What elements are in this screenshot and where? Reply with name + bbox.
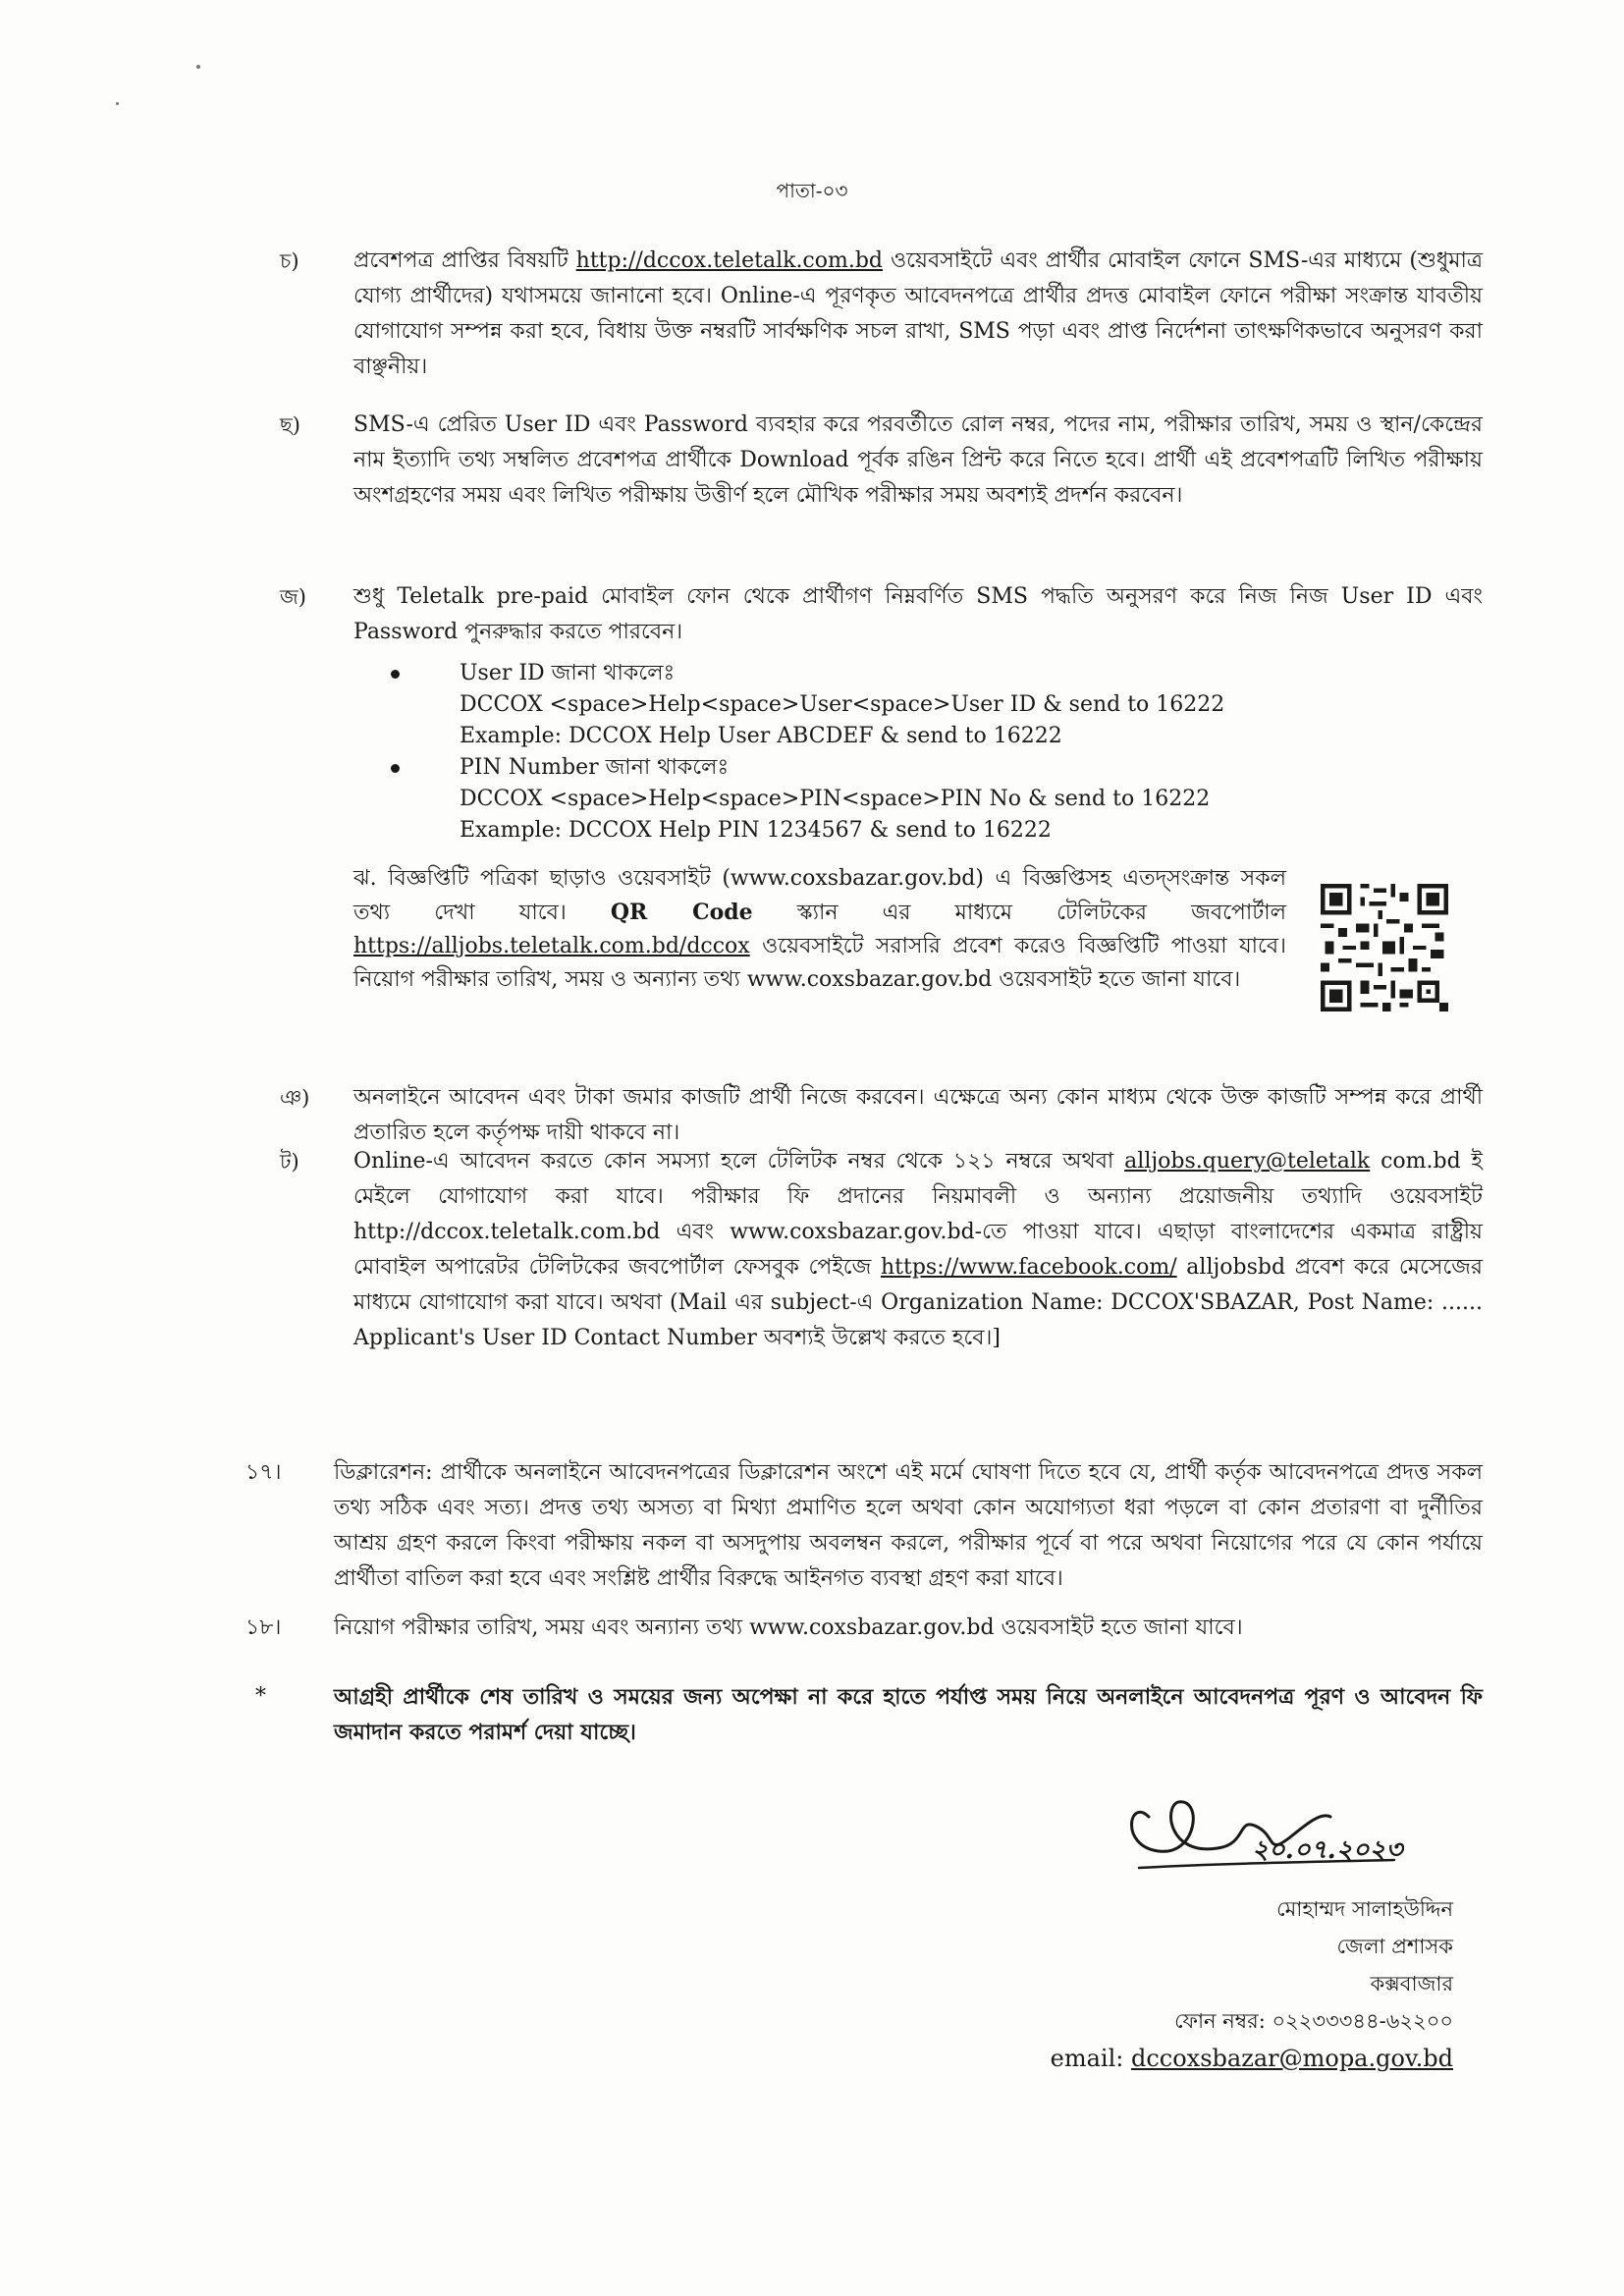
alljobs-link[interactable]: https://alljobs.teletalk.com.bd/dccox [353,934,750,958]
email-label: email: [1050,2045,1131,2072]
scan-speck [196,65,200,69]
bullet-dot-icon [391,670,400,679]
signatory-email-line [982,2040,1453,2077]
section-text: নিয়োগ পরীক্ষার তারিখ, সময় এবং অন্যান্য তথ্য www.coxsbazar.gov.bd ওয়েবসাইট হতে জানা যাবে। [334,1615,1243,1640]
link[interactable]: https://www.facebook.com/ [880,1255,1177,1280]
bullet-head: PIN Number জানা থাকলেঃ [460,755,730,780]
notice-prefix: ঝ. বিজ্ঞপ্তিটি পত্রিকা ছাড়াও ওয়েবসাইট (www.coxsbazar.gov.bd) এ বিজ্ঞপ্তিসহ এতদ্‌সংক্রান্ত সকল তথ্য দেখা যাবে। [353,866,1286,925]
text-run: অনলাইনে আবেদন এবং টাকা জমার কাজটি প্রার্থী নিজে করবেন। এক্ষেত্রে অন্য কোন মাধ্যম থেকে উক্ত কাজটি সম্পন্ন করে প্রার্থী প্রতারিত হলে কর্তৃপক্ষ দায়ী থাকবে না। [353,1085,1483,1145]
sms-bullets [353,658,1483,847]
note-star: * [255,1684,266,1709]
page-number: পাতা-০৩ [776,179,848,202]
text-run: alljobsbd প্রবেশ করে মেসেজের মাধ্যমে যোগাযোগ করা যাবে। অথবা (Mail এর subject-এ Organization Name: DCCOX'SBAZAR, Post Name: ...... Applicant's User ID Contact Number অবশ্যই উল্লেখ করতে হবে।] [353,1255,1483,1350]
signatory-designation: জেলা প্রশাসক [1336,1935,1453,1958]
notice-block [353,862,1286,997]
section-number: ১৭। [245,1460,282,1485]
item-text [353,244,1483,385]
text-run: SMS-এ প্রেরিত User ID এবং Password ব্যবহার করে পরবর্তীতে রোল নম্বর, পদের নাম, পরীক্ষার তারিখ, সময় ও স্থান/কেন্দ্রের নাম ইত্যাদি তথ্য সম্বলিত প্রবেশপত্র প্রার্থীকে Download পূর্বক রঙিন প্রিন্ট করে নিতে হবে। প্রার্থী এই প্রবেশপত্রটি লিখিত পরীক্ষায় অংশগ্রহণের সময় এবং লিখিত পরীক্ষায় উত্তীর্ণ হলে মৌখিক পরীক্ষার সময় অবশ্যই প্রদর্শন করবেন। [353,412,1483,508]
item-marker: ছ) [280,413,300,437]
email-link[interactable]: dccoxsbazar@mopa.gov.bd [1130,2045,1453,2072]
text-run: শুধু Teletalk pre-paid মোবাইল ফোন থেকে প্রার্থীগণ নিম্নবর্ণিত SMS পদ্ধতি অনুসরণ করে নিজ নিজ User ID এবং Password পুনরুদ্ধার করতে পারবেন। [353,584,1483,644]
bullet-item [353,658,1483,752]
scan-speck [116,102,119,105]
bullet-dot-icon [391,764,400,773]
item-marker: জ) [280,585,306,609]
list-item [280,1080,1483,1151]
sms-format-line: Example: DCCOX Help PIN 1234567 & send to 16222 [460,818,1052,843]
note-text: আগ্রহী প্রার্থীকে শেষ তারিখ ও সময়ের জন্য অপেক্ষা না করে হাতে পর্যাপ্ত সময় নিয়ে অনলাইনে আবেদনপত্র পূরণ ও আবেদন ফি জমাদান করতে পরামর্শ দেয়া যাচ্ছে। [334,1684,1483,1745]
sms-format-line: Example: DCCOX Help User ABCDEF & send to 16222 [460,724,1062,748]
list-item [280,1144,1483,1356]
handwritten-signature [1110,1758,1404,1895]
item-text [353,1080,1483,1151]
section-text: ডিক্লারেশন: প্রার্থীকে অনলাইনে আবেদনপত্রের ডিক্লারেশন অংশে এই মর্মে ঘোষণা দিতে হবে যে, প্রার্থী কর্তৃক আবেদনপত্রে প্রদত্ত সকল তথ্য সঠিক এবং সত্য। প্রদত্ত তথ্য অসত্য বা মিথ্যা প্রমাণিত হলে অথবা কোন অযোগ্যতা ধরা পড়লে বা কোন প্রতারণা বা দুর্নীতির আশ্রয় গ্রহণ করলে কিংবা পরীক্ষায় নকল বা অসদুপায় অবলম্বন করলে, পরীক্ষার পূর্বে বা পরে অথবা নিয়োগের পরে যে কোন পর্যায়ে প্রার্থীতা বাতিল করা হবে এবং সংশ্লিষ্ট প্রার্থীর বিরুদ্ধে আইনগত ব্যবস্থা গ্রহণ করা যাবে। [334,1460,1483,1591]
text-run: প্রবেশপত্র প্রাপ্তির বিষয়টি [353,248,576,273]
text-run: ওয়েবসাইটে এবং প্রার্থীর মোবাইল ফোনে SMS-এর মাধ্যমে (শুধুমাত্র যোগ্য প্রার্থীদের) যথাসময়ে জানানো হবে। Online-এ পূরণকৃত আবেদনপত্রে প্রার্থীর প্রদত্ত মোবাইল ফোনে পরীক্ষা সংক্রান্ত যাবতীয় যোগাযোগ সম্পন্ন করা হবে, বিধায় উক্ত নম্বরটি সার্বক্ষণিক সচল রাখা, SMS পড়া এবং প্রাপ্ত নির্দেশনা তাৎক্ষণিকভাবে অনুসরণ করা বাঞ্ছনীয়। [353,248,1483,379]
section-number: ১৮। [245,1615,282,1640]
list-item [280,579,1483,847]
signature-block [982,1890,1453,2077]
item-text [353,579,1483,650]
qr-code [1321,884,1448,1011]
numbered-section [245,1611,1483,1646]
bullet-item [353,752,1483,847]
text-run: com.bd ই মেইলে যোগাযোগ করা যাবে। পরীক্ষার ফি প্রদানের নিয়মাবলী ও অন্যান্য প্রয়োজনীয় তথ্যাদি ওয়েবসাইট http://dccox.teletalk.com.bd এবং www.coxsbazar.gov.bd-তে পাওয়া যাবে। এছাড়া বাংলাদেশের একমাত্র রাষ্ট্রীয় মোবাইল অপারেটর টেলিটকের জবপোর্টাল ফেসবুক পেইজে [353,1149,1483,1280]
sms-format-line: DCCOX <space>Help<space>User<space>User ID & send to 16222 [460,692,1225,717]
signatory-name: মোহাম্মদ সালাহউদ্দিন [1276,1897,1453,1921]
notice-qr-label: QR Code [610,900,753,925]
list-item [280,408,1483,514]
text-run: Online-এ আবেদন করতে কোন সমস্যা হলে টেলিটক নম্বর থেকে ১২১ নম্বরে অথবা [353,1149,1125,1174]
notice-middle: স্ক্যান এর মাধ্যমে টেলিটকের জবপোর্টাল [752,901,1286,925]
item-text [353,1144,1483,1356]
signatory-phone: ফোন নম্বর: ০২২৩৩৩৪৪-৬২২০০ [1174,2009,1453,2033]
link[interactable]: http://dccox.teletalk.com.bd [575,248,884,273]
item-marker: ঞ) [280,1086,310,1110]
item-marker: ট) [280,1150,299,1174]
list-item [280,244,1483,385]
notice-suffix: ওয়েবসাইটে সরাসরি প্রবেশ করেও বিজ্ঞপ্তিটি পাওয়া যাবে। নিয়োগ পরীক্ষার তারিখ, সময় ও অন্যান্য তথ্য www.coxsbazar.gov.bd ওয়েবসাইট হতে জানা যাবে। [353,934,1286,992]
advice-note [255,1679,1483,1750]
bullet-head: User ID জানা থাকলেঃ [460,661,676,685]
item-text [353,408,1483,514]
signatory-district: কক্সবাজার [1370,1972,1453,1995]
svg-text:২০.০৭.২০২৩: ২০.০৭.২০২৩ [1252,1835,1403,1865]
item-marker: চ) [280,249,299,273]
sms-format-line: DCCOX <space>Help<space>PIN<space>PIN No & send to 16222 [460,787,1211,811]
link[interactable]: alljobs.query@teletalk [1124,1149,1371,1174]
numbered-section [245,1455,1483,1597]
